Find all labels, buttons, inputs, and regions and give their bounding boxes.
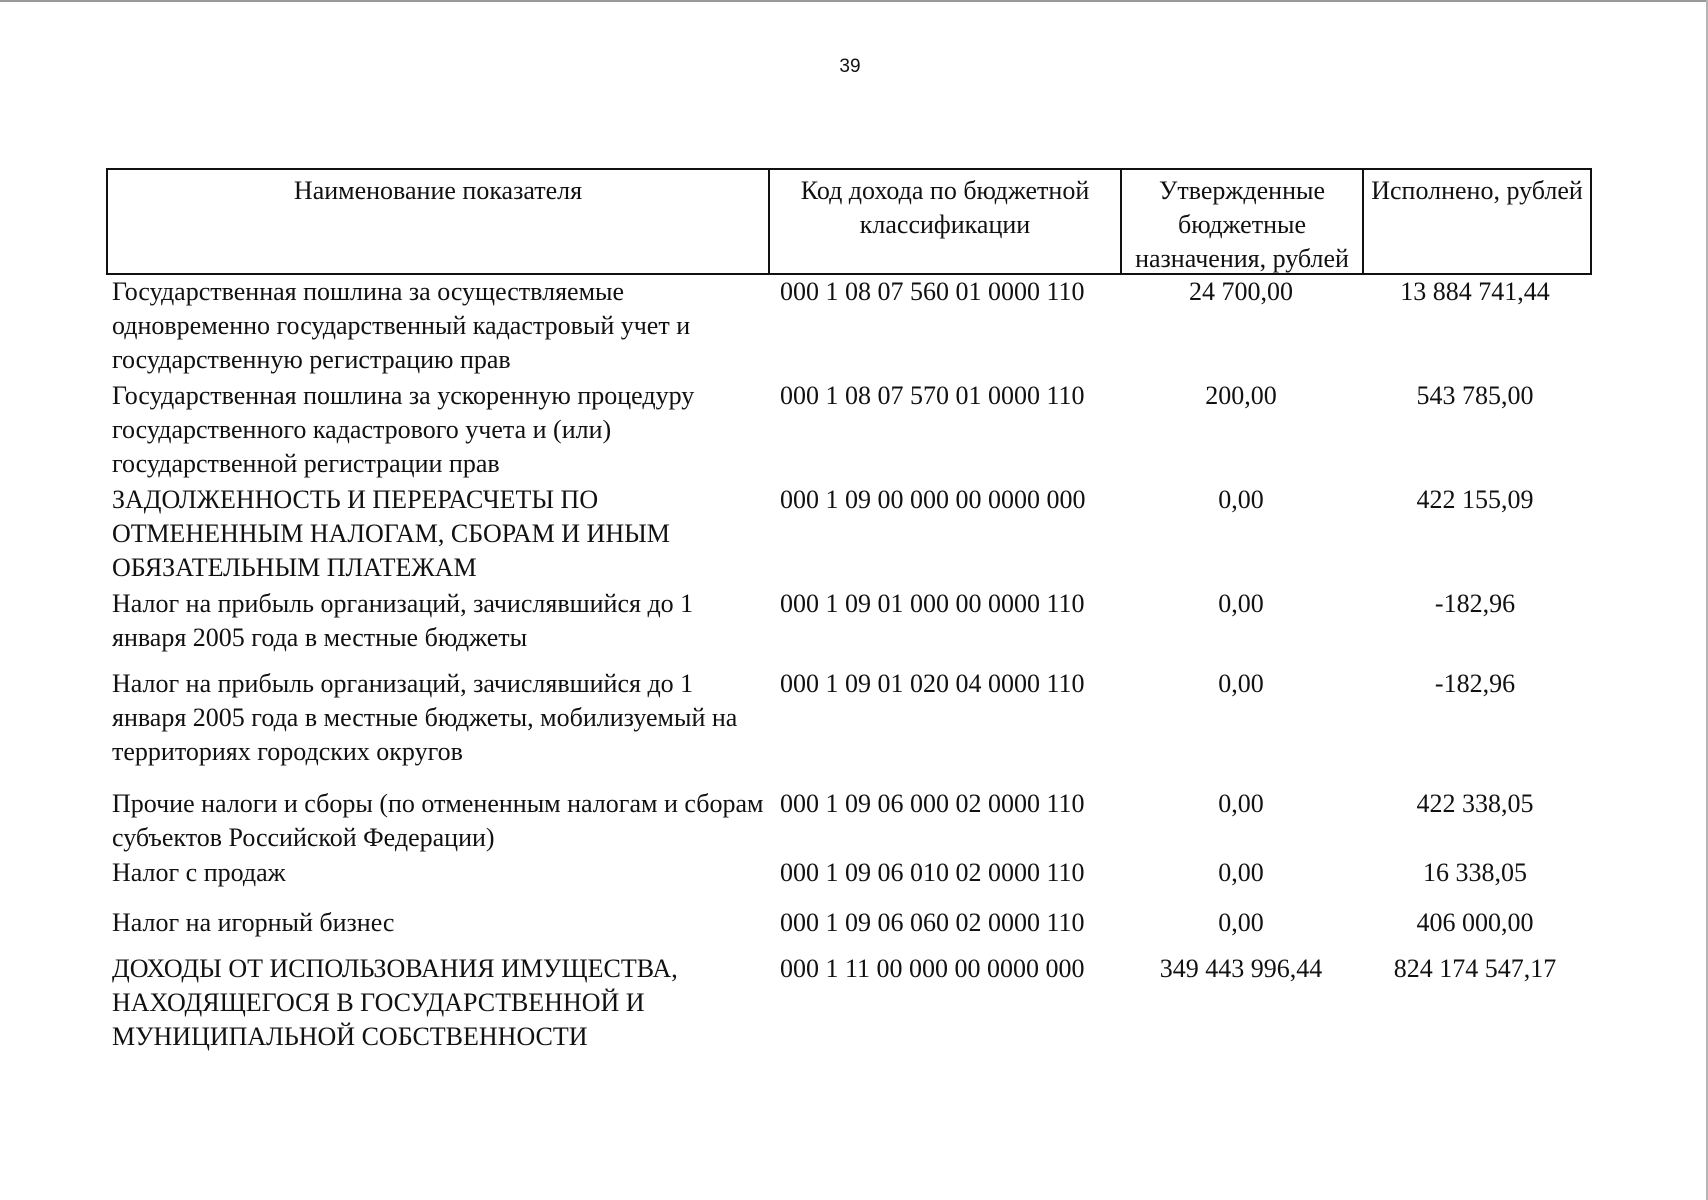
table-row	[106, 952, 1592, 1062]
row-code: 000 1 09 06 060 02 0000 110	[780, 908, 1085, 937]
row-name: Налог с продаж	[112, 858, 286, 887]
row-code: 000 1 09 01 020 04 0000 110	[780, 669, 1085, 698]
row-plan: 0,00	[1218, 789, 1264, 818]
row-executed: 13 884 741,44	[1400, 277, 1550, 306]
row-name: ДОХОДЫ ОТ ИСПОЛЬЗОВАНИЯ ИМУЩЕСТВА, НАХОДЯЩЕГОСЯ В ГОСУДАРСТВЕННОЙ И МУНИЦИПАЛЬНОЙ СОБСТВЕННОСТИ	[112, 954, 678, 1051]
row-name: Государственная пошлина за ускоренную процедуру государственного кадастрового учета и (или) государственной регистрации прав	[112, 381, 695, 478]
table-row	[106, 587, 1592, 667]
row-executed: 422 155,09	[1416, 485, 1534, 514]
row-name: Налог на игорный бизнес	[112, 908, 395, 937]
row-name: Прочие налоги и сборы (по отмененным налогам и сборам субъектов Российской Федерации)	[112, 789, 764, 852]
row-name: Налог на прибыль организаций, зачислявшийся до 1 января 2005 года в местные бюджеты	[112, 589, 694, 652]
table-row	[106, 483, 1592, 587]
row-executed: 16 338,05	[1423, 858, 1527, 887]
row-executed: -182,96	[1434, 589, 1516, 618]
table-row	[106, 906, 1592, 952]
table-header	[106, 168, 1592, 275]
row-plan: 0,00	[1218, 485, 1264, 514]
row-executed: 543 785,00	[1416, 381, 1534, 410]
row-code: 000 1 09 00 000 00 0000 000	[780, 485, 1086, 514]
row-plan: 349 443 996,44	[1159, 954, 1323, 983]
table-row	[106, 379, 1592, 483]
table-row	[106, 787, 1592, 856]
table-row	[106, 856, 1592, 906]
row-code: 000 1 09 06 000 02 0000 110	[780, 789, 1085, 818]
row-plan: 0,00	[1218, 908, 1264, 937]
table-body	[106, 275, 1592, 1062]
scan-top-edge	[0, 0, 1708, 2]
row-plan: 0,00	[1218, 858, 1264, 887]
row-name: Налог на прибыль организаций, зачислявшийся до 1 января 2005 года в местные бюджеты, мобилизуемый на территориях городских округов	[112, 669, 738, 766]
row-code: 000 1 08 07 570 01 0000 110	[780, 381, 1085, 410]
header-name: Наименование показателя	[108, 170, 770, 273]
header-plan: Утвержденные бюджетные назначения, рублей	[1122, 170, 1364, 273]
page-number: 39	[839, 56, 861, 77]
row-plan: 24 700,00	[1189, 277, 1293, 306]
row-plan: 0,00	[1218, 669, 1264, 698]
row-executed: 824 174 547,17	[1393, 954, 1557, 983]
table-row	[106, 275, 1592, 379]
row-executed: 406 000,00	[1416, 908, 1534, 937]
row-code: 000 1 11 00 000 00 0000 000	[780, 954, 1085, 983]
row-code: 000 1 08 07 560 01 0000 110	[780, 277, 1085, 306]
row-executed: -182,96	[1434, 669, 1516, 698]
row-executed: 422 338,05	[1416, 789, 1534, 818]
header-code: Код дохода по бюджетной классификации	[770, 170, 1122, 273]
row-name: ЗАДОЛЖЕННОСТЬ И ПЕРЕРАСЧЕТЫ ПО ОТМЕНЕННЫМ НАЛОГАМ, СБОРАМ И ИНЫМ ОБЯЗАТЕЛЬНЫМ ПЛАТЕЖАМ	[112, 485, 670, 582]
row-code: 000 1 09 01 000 00 0000 110	[780, 589, 1085, 618]
row-plan: 0,00	[1218, 589, 1264, 618]
header-executed: Исполнено, рублей	[1371, 176, 1583, 205]
table-row	[106, 667, 1592, 787]
row-plan: 200,00	[1205, 381, 1277, 410]
row-name: Государственная пошлина за осуществляемые одновременно государственный кадастровый учет и государственную регистрацию прав	[112, 277, 691, 374]
row-code: 000 1 09 06 010 02 0000 110	[780, 858, 1085, 887]
